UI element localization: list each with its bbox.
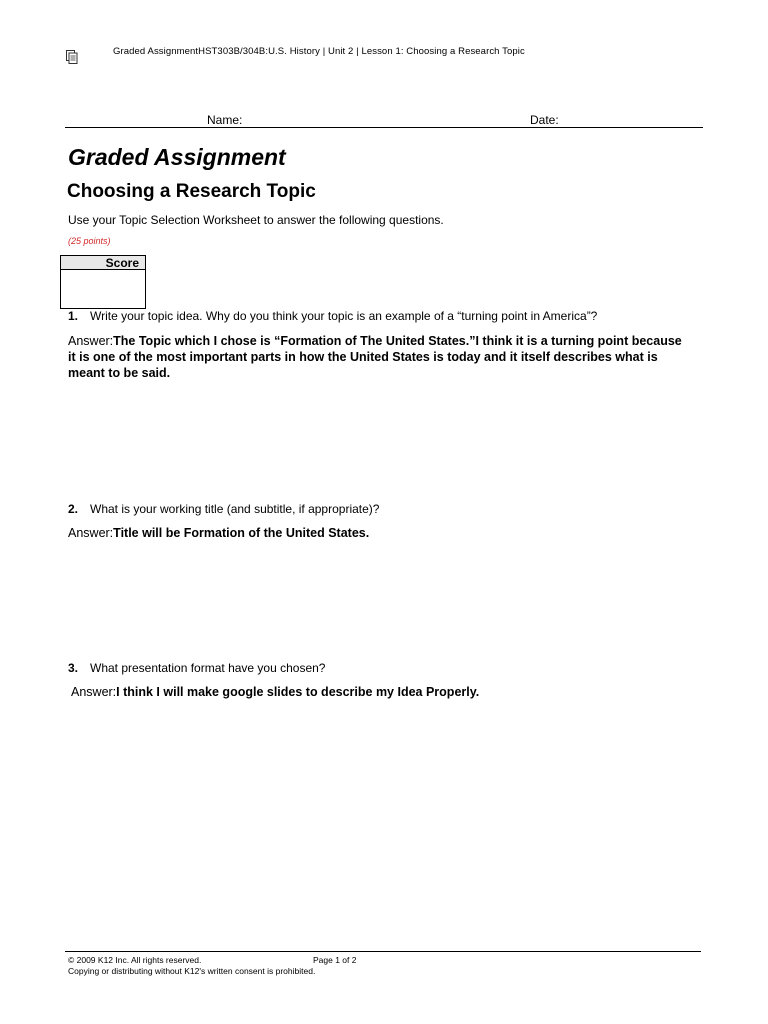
question-number: 2.: [68, 502, 79, 516]
name-label: Name:: [207, 113, 243, 127]
answer-1: [68, 333, 683, 381]
footer-page-number: Page 1 of 2: [313, 955, 357, 965]
instructions: Use your Topic Selection Worksheet to answer the following questions.: [68, 213, 444, 227]
date-label: Date:: [530, 113, 559, 127]
points-label: (25 points): [68, 236, 111, 246]
answer-text: The Topic which I chose is “Formation of The United States.”I think it is a turning point because it is one of the most important parts in how the United States is today and it itself describes what is meant to be said.: [68, 334, 682, 380]
name-date-underline: [65, 127, 703, 128]
page-title: Graded Assignment: [68, 144, 286, 170]
answer-text: I think I will make google slides to describe my Idea Properly.: [116, 685, 480, 699]
answer-2: [68, 525, 683, 541]
answer-3: [71, 684, 686, 700]
answer-label: Answer:: [68, 526, 114, 540]
question-text: What presentation format have you chosen?: [90, 661, 326, 675]
question-text: Write your topic idea. Why do you think your topic is an example of a “turning point in America”?: [90, 309, 598, 323]
document-icon: [66, 50, 78, 64]
question-number: 1.: [68, 309, 79, 323]
footer-notice: Copying or distributing without K12's written consent is prohibited.: [68, 966, 316, 976]
question-number: 3.: [68, 661, 79, 675]
score-box: [60, 255, 146, 309]
footer-divider: [65, 951, 701, 952]
question-1: [68, 309, 597, 323]
answer-text: Title will be Formation of the United States.: [113, 526, 370, 540]
question-3: [68, 661, 325, 675]
question-text: What is your working title (and subtitle, if appropriate)?: [90, 502, 380, 516]
footer-copyright: © 2009 K12 Inc. All rights reserved.: [68, 955, 202, 965]
answer-label: Answer:: [71, 685, 117, 699]
answer-label: Answer:: [68, 334, 114, 348]
score-label: Score: [61, 256, 145, 270]
header-breadcrumb: Graded AssignmentHST303B/304B:U.S. History | Unit 2 | Lesson 1: Choosing a Research Topic: [113, 46, 525, 57]
question-2: [68, 502, 379, 516]
page-subtitle: Choosing a Research Topic: [67, 181, 316, 202]
